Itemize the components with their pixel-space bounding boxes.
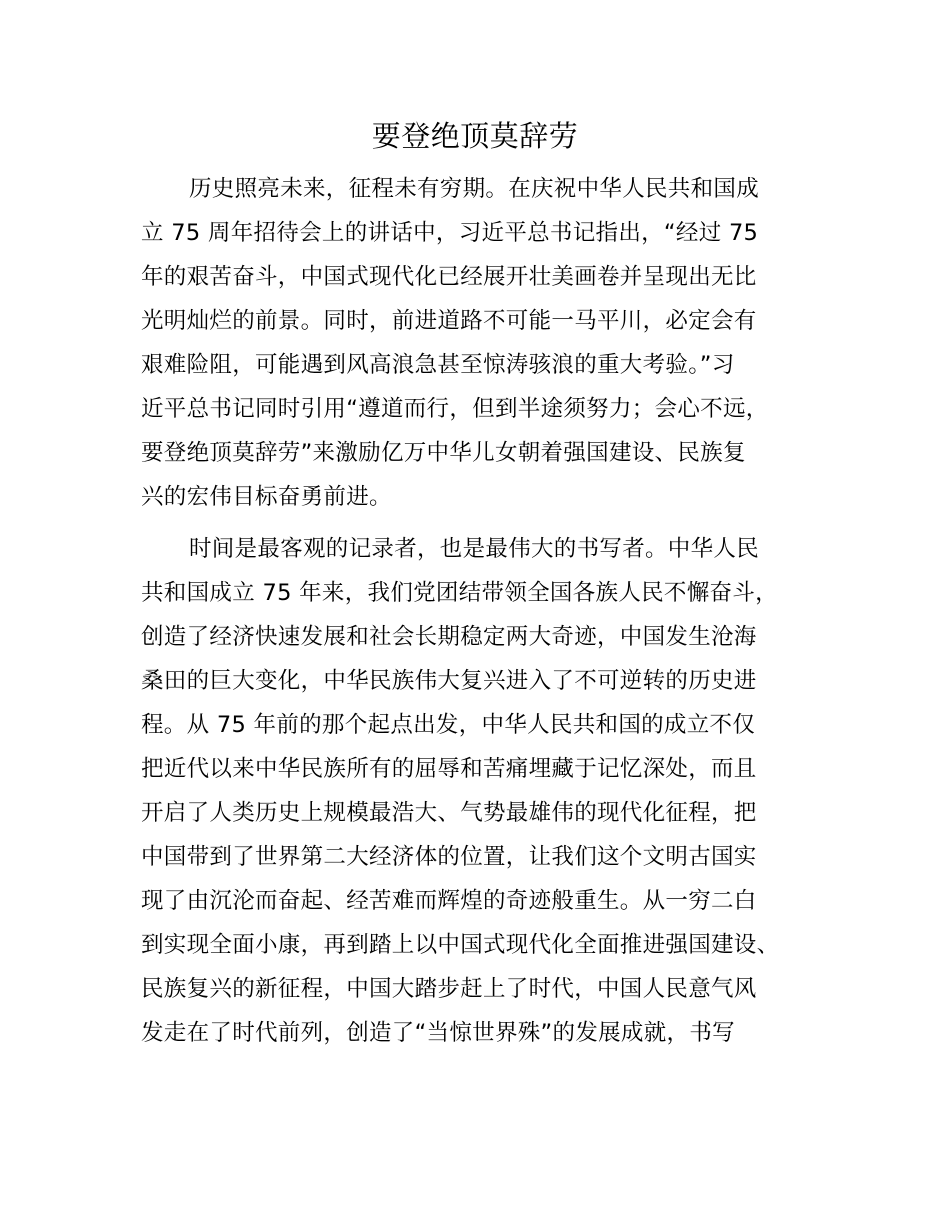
paragraph-line: 到实现全面小康，再到踏上以中国式现代化全面推进强国建设、 (141, 932, 780, 958)
paragraph-line: 桑田的巨大变化，中华民族伟大复兴进入了不可逆转的历史进 (141, 668, 757, 694)
paragraph-line: 民族复兴的新征程，中国大踏步赶上了时代，中国人民意气风 (141, 976, 757, 1002)
paragraph-line: 年的艰苦奋斗，中国式现代化已经展开壮美画卷并呈现出无比 (141, 264, 757, 290)
paragraph-line: 时间是最客观的记录者，也是最伟大的书写者。中华人民 (189, 536, 760, 562)
paragraph-line: 开启了人类历史上规模最浩大、气势最雄伟的现代化征程，把 (141, 800, 757, 826)
paragraph-line: 发走在了时代前列，创造了“当惊世界殊”的发展成就，书写 (141, 1020, 735, 1046)
paragraph-line: 中国带到了世界第二大经济体的位置，让我们这个文明古国实 (141, 844, 757, 870)
paragraph-line: 近平总书记同时引用“遵道而行，但到半途须努力；会心不远， (141, 396, 769, 422)
paragraph-line: 立 75 周年招待会上的讲话中，习近平总书记指出，“经过 75 (141, 220, 759, 246)
paragraph-line: 现了由沉沦而奋起、经苦难而辉煌的奇迹般重生。从一穷二白 (141, 888, 757, 914)
paragraph-line: 艰难险阻，可能遇到风高浪急甚至惊涛骇浪的重大考验。”习 (141, 352, 735, 378)
document-title: 要登绝顶莫辞劳 (371, 119, 579, 153)
paragraph-line: 历史照亮未来，征程未有穷期。在庆祝中华人民共和国成 (189, 176, 760, 202)
paragraph-line: 把近代以来中华民族所有的屈辱和苦痛埋藏于记忆深处，而且 (141, 756, 757, 782)
paragraph-line: 程。从 75 年前的那个起点出发，中华人民共和国的成立不仅 (141, 712, 756, 738)
paragraph-line: 共和国成立 75 年来，我们党团结带领全国各族人民不懈奋斗， (141, 580, 778, 606)
paragraph-line: 兴的宏伟目标奋勇前进。 (141, 484, 392, 510)
paragraph-line: 要登绝顶莫辞劳”来激励亿万中华儿女朝着强国建设、民族复 (141, 440, 746, 466)
paragraph-line: 创造了经济快速发展和社会长期稳定两大奇迹，中国发生沧海 (141, 624, 757, 650)
paragraph-line: 光明灿烂的前景。同时，前进道路不可能一马平川，必定会有 (141, 308, 757, 334)
